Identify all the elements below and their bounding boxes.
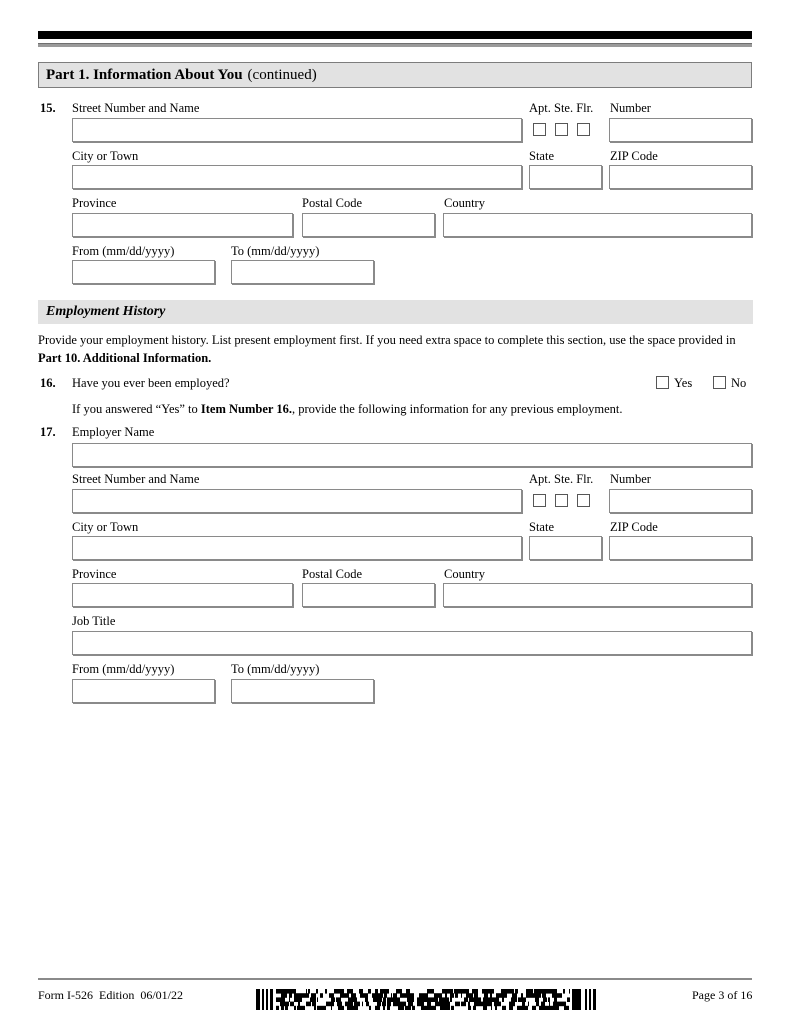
item-17-state-input[interactable] <box>529 536 602 560</box>
item-15-apt-ste-flr-label: Apt. Ste. Flr. <box>529 101 594 115</box>
item-15-ste-checkbox[interactable] <box>555 123 568 136</box>
footer-edition-label: Edition <box>99 988 135 1002</box>
item-17-flr-checkbox[interactable] <box>577 494 590 507</box>
part-header-text <box>46 66 317 85</box>
item-15-flr-checkbox[interactable] <box>577 123 590 136</box>
item-17-city-input[interactable] <box>72 536 522 560</box>
item-15-country-label: Country <box>444 196 485 210</box>
item-15-city-label: City or Town <box>72 149 139 163</box>
item-15-city-input[interactable] <box>72 165 522 189</box>
item-17-employer-input[interactable] <box>72 443 752 467</box>
item-17-number-input[interactable] <box>609 489 752 513</box>
item-15-number-label: Number <box>610 101 651 115</box>
part-header-band <box>38 62 752 88</box>
item-16-number: 16. <box>40 376 56 390</box>
item-17-zip-label: ZIP Code <box>610 520 658 534</box>
item-17-apt-ste-flr-label: Apt. Ste. Flr. <box>529 472 594 486</box>
item-17-job-title-input[interactable] <box>72 631 752 655</box>
item-17-postal-input[interactable] <box>302 583 435 607</box>
top-thick-rule <box>38 31 752 39</box>
pdf417-barcode <box>256 989 600 1010</box>
item-17-apt-checkbox[interactable] <box>533 494 546 507</box>
footer-form-number: Form I-526 <box>38 988 93 1002</box>
item-15-postal-label: Postal Code <box>302 196 363 210</box>
item-15-number-input[interactable] <box>609 118 752 142</box>
item-15-from-input[interactable] <box>72 260 215 284</box>
footer-page-number: Page 3 of 16 <box>692 988 753 1002</box>
item-17-street-label: Street Number and Name <box>72 472 200 486</box>
part-header-continued: (continued) <box>247 67 317 83</box>
item-16-no-checkbox[interactable] <box>713 376 726 389</box>
item-16-no-label: No <box>731 376 747 390</box>
item-16-followup-text: If you answered “Yes” to Item Number 16., provide the following information for any previous employment. <box>72 402 623 416</box>
item-15-province-input[interactable] <box>72 213 293 237</box>
item-17-state-label: State <box>529 520 554 534</box>
item-17-job-title-label: Job Title <box>72 614 116 628</box>
employment-history-instructions: Provide your employment history. List present employment first. If you need extra space to complete this section, use the space provided in Part 10. Additional Information. <box>38 333 736 365</box>
item-17-to-input[interactable] <box>231 679 374 703</box>
item-16-yes-checkbox[interactable] <box>656 376 669 389</box>
employment-history-band <box>38 300 753 324</box>
item-17-province-label: Province <box>72 567 117 581</box>
item-17-country-input[interactable] <box>443 583 752 607</box>
item-15-zip-input[interactable] <box>609 165 752 189</box>
item-15-street-input[interactable] <box>72 118 522 142</box>
top-thin-rule <box>38 43 752 47</box>
item-17-employer-label: Employer Name <box>72 425 155 439</box>
employment-history-heading: Employment History <box>46 304 166 319</box>
item-17-ste-checkbox[interactable] <box>555 494 568 507</box>
item-17-number-label: Number <box>610 472 651 486</box>
item-17-street-input[interactable] <box>72 489 522 513</box>
item-17-postal-label: Postal Code <box>302 567 363 581</box>
item-16-yes-label: Yes <box>674 376 693 390</box>
footer-edition-date: 06/01/22 <box>140 988 184 1002</box>
item-15-state-input[interactable] <box>529 165 602 189</box>
footer-rule <box>38 978 752 980</box>
item-15-country-input[interactable] <box>443 213 752 237</box>
part-header-title: Part 1. Information About You <box>46 67 243 83</box>
item-15-apt-checkbox[interactable] <box>533 123 546 136</box>
item-15-province-label: Province <box>72 196 117 210</box>
item-17-province-input[interactable] <box>72 583 293 607</box>
item-15-zip-label: ZIP Code <box>610 149 658 163</box>
item-15-to-label: To (mm/dd/yyyy) <box>231 244 320 258</box>
item-17-zip-input[interactable] <box>609 536 752 560</box>
item-17-number: 17. <box>40 425 56 439</box>
item-15-to-input[interactable] <box>231 260 374 284</box>
item-15-from-label: From (mm/dd/yyyy) <box>72 244 175 258</box>
item-15-state-label: State <box>529 149 554 163</box>
item-17-from-label: From (mm/dd/yyyy) <box>72 662 175 676</box>
item-17-country-label: Country <box>444 567 485 581</box>
item-15-street-label: Street Number and Name <box>72 101 200 115</box>
item-17-from-input[interactable] <box>72 679 215 703</box>
item-17-city-label: City or Town <box>72 520 139 534</box>
item-15-postal-input[interactable] <box>302 213 435 237</box>
footer-form-info <box>38 988 183 1003</box>
item-16-question: Have you ever been employed? <box>72 376 230 390</box>
item-15-number: 15. <box>40 101 56 115</box>
item-17-to-label: To (mm/dd/yyyy) <box>231 662 320 676</box>
